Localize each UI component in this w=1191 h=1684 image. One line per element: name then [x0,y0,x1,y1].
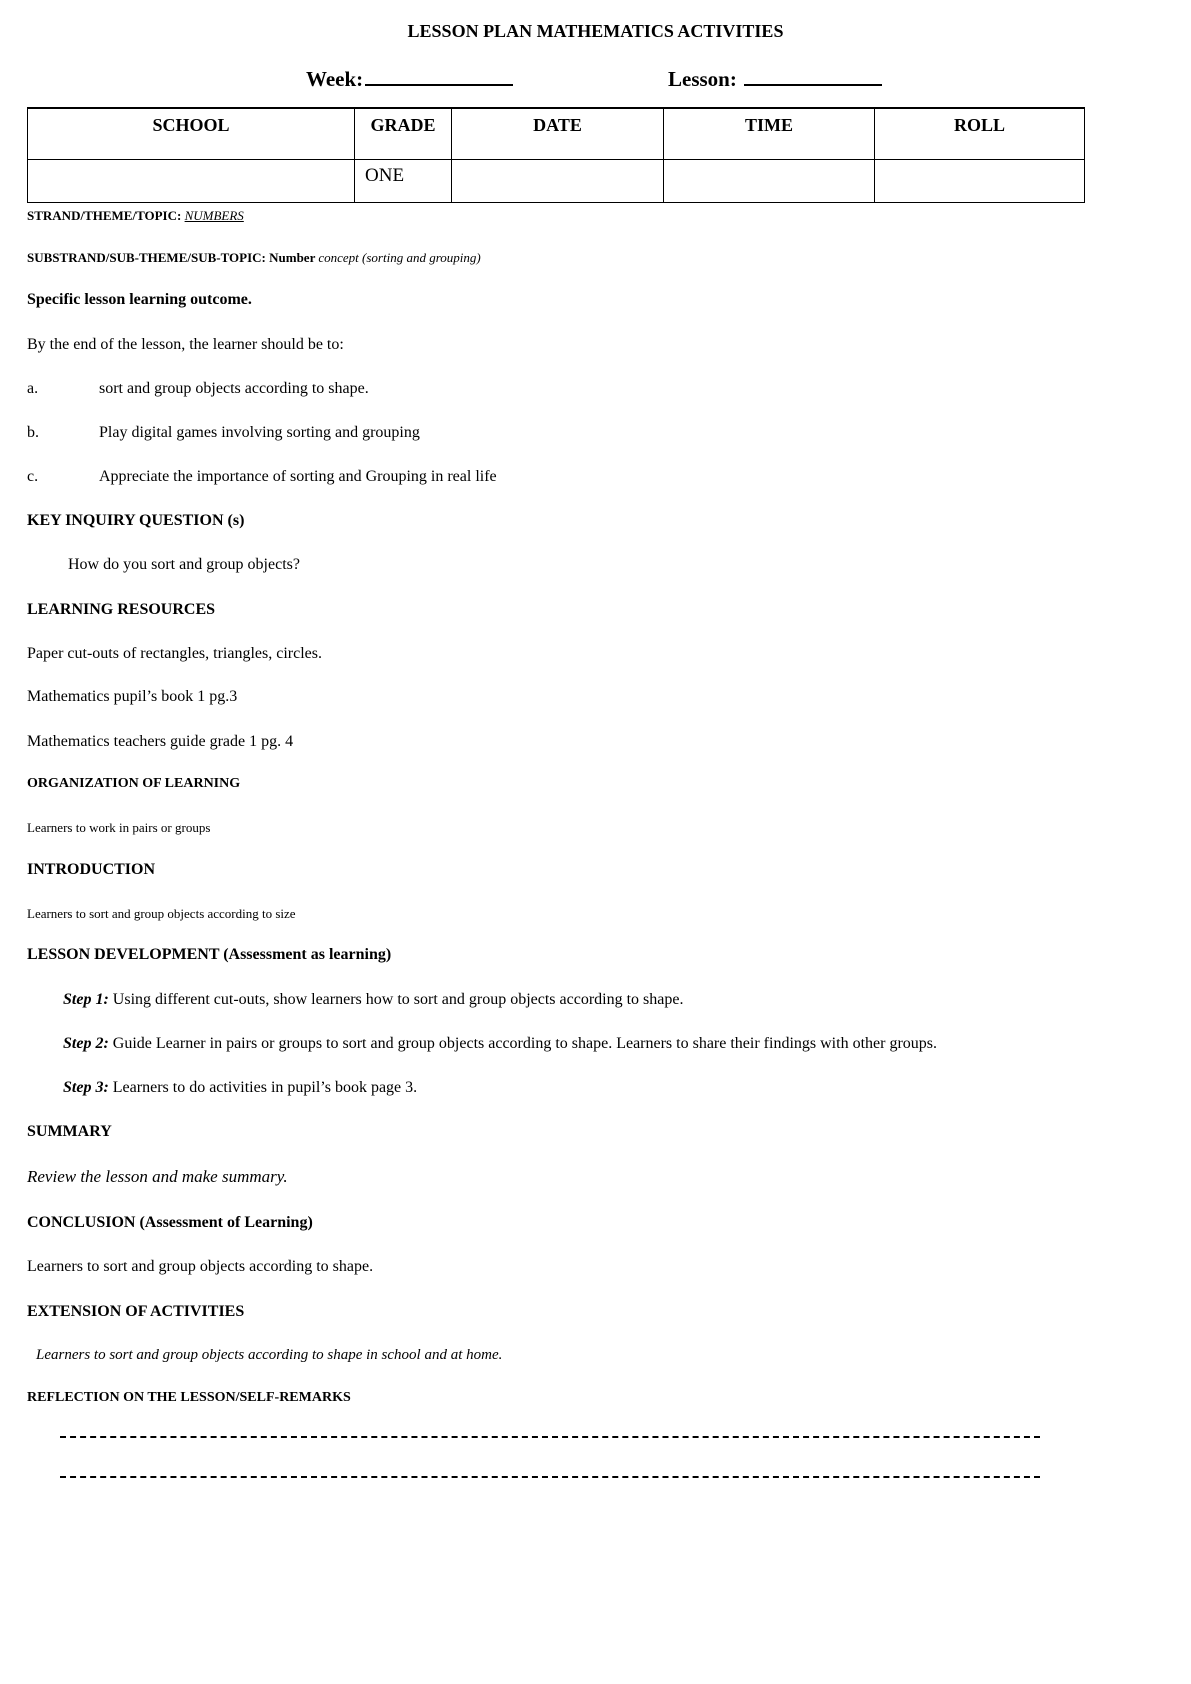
resource-item: Mathematics teachers guide grade 1 pg. 4 [27,733,294,750]
organization-text: Learners to work in pairs or groups [27,820,211,835]
development-step [63,992,683,1008]
substrand-label: SUBSTRAND/SUB-THEME/SUB-TOPIC: [27,250,266,265]
step-text: Learners to do activities in pupil’s book page 3. [108,1079,418,1096]
step-text: Using different cut-outs, show learners how to sort and group objects according to shape. [108,991,684,1008]
key-inquiry-heading: KEY INQUIRY QUESTION (s) [27,512,245,529]
summary-text: Review the lesson and make summary. [27,1167,288,1186]
cell-grade[interactable]: ONE [355,159,452,202]
cell-roll[interactable] [875,159,1085,202]
development-step [63,1080,417,1096]
step-label: Step 3: [63,1079,109,1096]
reflection-heading: REFLECTION ON THE LESSON/SELF-REMARKS [27,1390,351,1405]
extension-text: Learners to sort and group objects according to shape in school and at home. [36,1347,503,1363]
document-title: LESSON PLAN MATHEMATICS ACTIVITIES [407,21,784,41]
outcome-item [27,425,420,441]
outcome-item [27,469,497,485]
substrand-line [27,251,481,264]
outcome-item [27,381,369,397]
step-text: Guide Learner in pairs or groups to sort and group objects according to shape. Learners to share their findings with other groups. [108,1035,937,1052]
lesson-input-line[interactable] [744,66,882,86]
strand-line [27,209,244,222]
info-table-header-row [28,108,1085,159]
outcome-letter: a. [27,380,39,397]
lesson-label: Lesson: [668,67,737,91]
header-time: TIME [664,108,875,159]
reflection-line-2[interactable] [60,1476,1040,1478]
step-label: Step 2: [63,1035,109,1052]
header-date: DATE [452,108,664,159]
extension-heading: EXTENSION OF ACTIVITIES [27,1303,245,1320]
outcome-text: Play digital games involving sorting and grouping [99,424,420,441]
substrand-value-bold: Number [269,250,316,265]
key-inquiry-question: How do you sort and group objects? [68,556,300,573]
development-heading: LESSON DEVELOPMENT (Assessment as learning) [27,946,392,963]
outcome-text: Appreciate the importance of sorting and Grouping in real life [99,468,497,485]
conclusion-heading: CONCLUSION (Assessment of Learning) [27,1214,313,1231]
strand-label: STRAND/THEME/TOPIC: [27,208,182,223]
reflection-line-1[interactable] [60,1436,1040,1438]
week-input-line[interactable] [365,66,513,86]
header-school: SCHOOL [28,108,355,159]
organization-heading: ORGANIZATION OF LEARNING [27,776,241,791]
development-step [63,1036,937,1052]
week-label: Week: [306,67,364,91]
strand-value: NUMBERS [184,208,244,223]
step-label: Step 1: [63,991,109,1008]
cell-school[interactable] [28,159,355,202]
outcome-text: sort and group objects according to shape. [99,380,369,397]
substrand-value-italic: concept (sorting and grouping) [318,250,481,265]
header-roll: ROLL [875,108,1085,159]
resource-item: Paper cut-outs of rectangles, triangles, circles. [27,645,322,662]
summary-heading: SUMMARY [27,1123,112,1140]
cell-date[interactable] [452,159,664,202]
info-table [27,107,1085,203]
conclusion-text: Learners to sort and group objects according to shape. [27,1258,374,1275]
resources-heading: LEARNING RESOURCES [27,601,216,618]
info-table-value-row [28,159,1085,202]
outcomes-intro: By the end of the lesson, the learner should be to: [27,336,344,353]
lesson-field [668,66,882,90]
introduction-heading: INTRODUCTION [27,861,156,878]
outcome-letter: b. [27,424,39,441]
cell-time[interactable] [664,159,875,202]
resource-item: Mathematics pupil’s book 1 pg.3 [27,688,238,705]
outcome-letter: c. [27,468,39,485]
week-field [306,66,513,90]
introduction-text: Learners to sort and group objects according to size [27,906,296,921]
outcomes-heading: Specific lesson learning outcome. [27,291,252,308]
header-grade: GRADE [355,108,452,159]
